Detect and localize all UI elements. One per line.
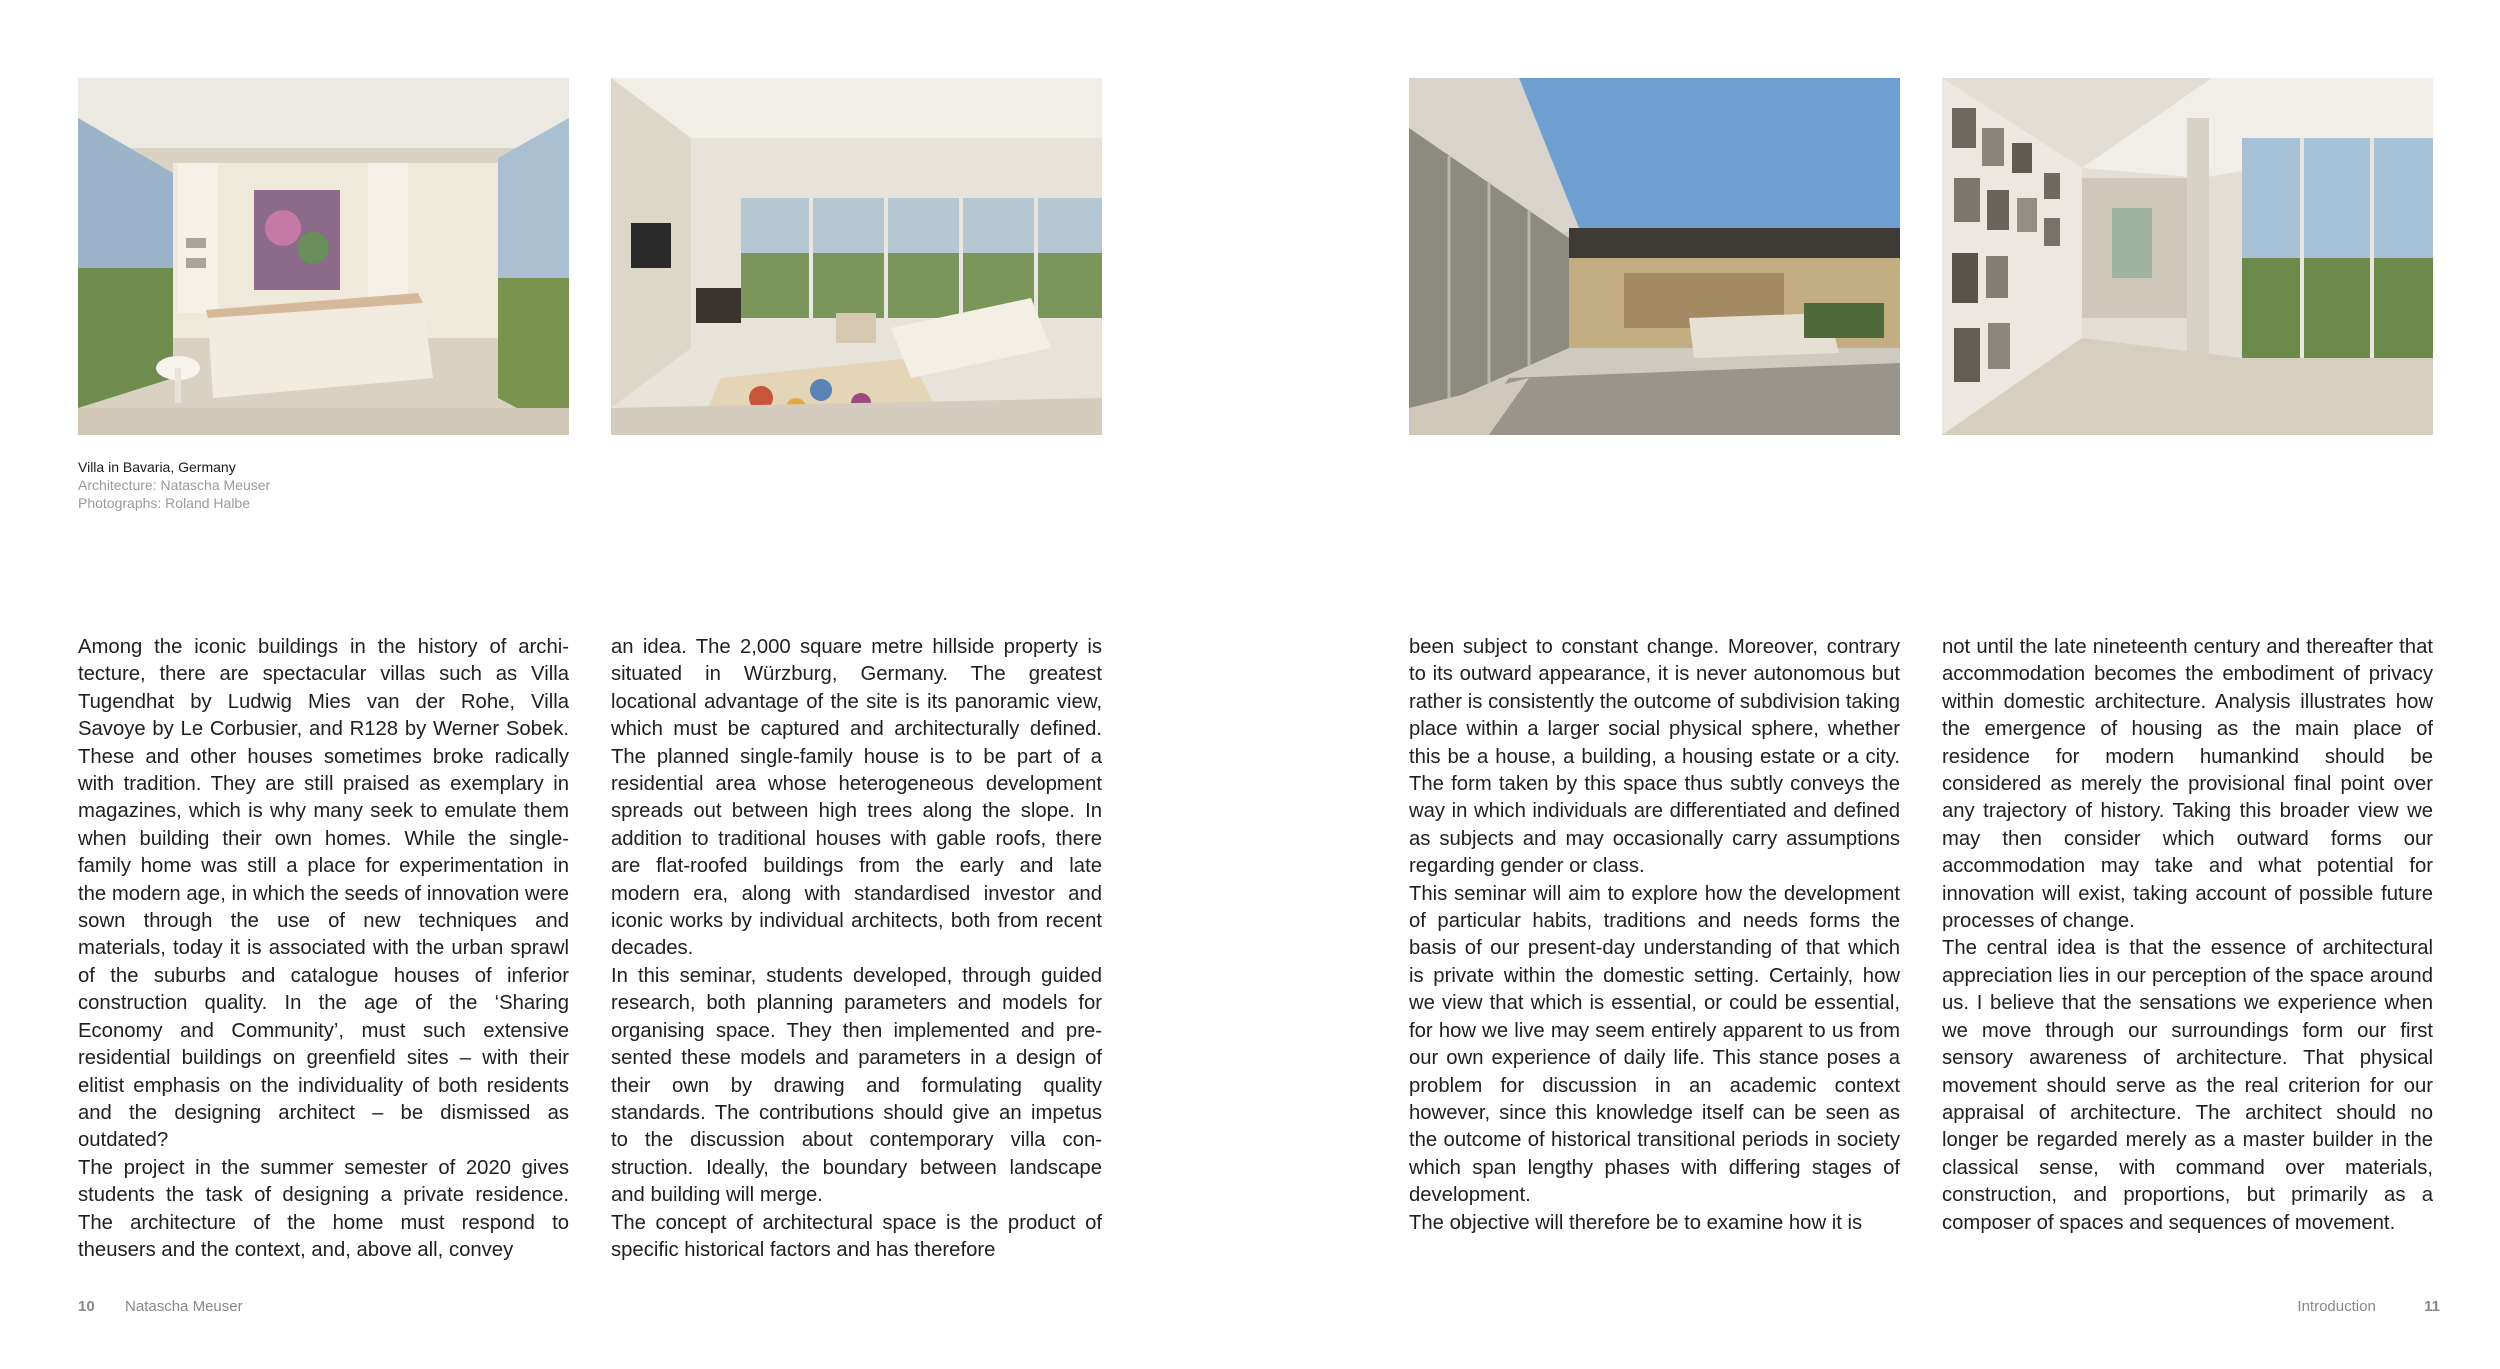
paragraph: This seminar will aim to explore how the development of particular habits, traditions and needs forms the basis of our present-day understanding of that which is private within the domestic setting. Certainly, how we view that which is essential, or could be essential, for how we live may seem entirely apparent to us from our own experience of daily life. This stance poses a problem for discussion in an academic context however, since this knowledge itself can be seen as the outcome of historical transitional periods in society which span lengthy phases with differing stages of development. <box>1409 882 1900 1207</box>
paragraph: The project in the summer semester of 2020 gives students the task of designing a private residence. The architecture of the home must respond to theusers and the context, and, above all, convey <box>78 1156 569 1261</box>
paragraph: Among the iconic buildings in the history of architecture, there are spectacular villas such as Villa Tugendhat by Ludwig Mies van der Rohe, Villa Savoye by Le Corbusier, and R128 by Werner Sobek. These and other houses sometimes broke radically with tradition. They are still praised as exemplary in magazines, which is why many seek to emulate them when building their own homes. While the single-family home was still a place for experimentation in the modern age, in which the seeds of innovation were sown through the use of new techniques and materials, today it is associated with the urban sprawl of the suburbs and catalogue houses of inferior construction quality. In the age of the ‘Sharing Economy and Community’, must such extensive residential buildings on greenfield sites – with their elitist emphasis on the individuality of both residents and the designing architect – be dismissed as outdated? <box>78 636 569 1152</box>
folio-right <box>2297 1297 2440 1317</box>
paragraph: The central idea is that the essence of architectural appreciation lies in our perception of the space around us. I believe that the sensations we experience when we move through our surroundings form our first sensory awareness of architecture. That physical movement should serve as the real criterion for our appraisal of architecture. The architect should no longer be regarded merely as a master builder in the classical sense, with command over materials, construction, and proportions, but primarily as a composer of spaces and sequences of movement. <box>1942 937 2433 1234</box>
paragraph: an idea. The 2,000 square metre hillside property is situated in Würzburg, Germany. The greatest locational advantage of the site is its panoramic view, which must be captured and architecturally defined. The planned single-family house is to be part of a residential area whose heterogeneous development spreads out between high trees along the slope. In addition to traditional houses with gable roofs, there are flat-roofed buildings from the early and late modern era, along with standardised investor and iconic works by individual architects, both from recent decades. <box>611 636 1102 960</box>
caption-title: Villa in Bavaria, Germany <box>78 459 236 475</box>
running-section: Introduction <box>2297 1298 2376 1315</box>
folio-left <box>78 1297 243 1317</box>
text-column-4 <box>1942 634 2433 1237</box>
paragraph: not until the late nineteenth century and thereafter that accommodation becomes the embodiment of privacy within domestic architecture. Analysis illustrates how the emergence of housing as the main place of residence for modern humankind should be considered as merely the provisional final point over any trajectory of history. Taking this broader view we may then consider which outward forms our accommodation may take and what potential for innovation will exist, taking account of possible future processes of change. <box>1942 636 2433 933</box>
paragraph: The concept of architectural space is the product of specific historical factors and has therefore <box>611 1211 1102 1261</box>
page-number-left: 10 <box>78 1298 95 1315</box>
text-column-2 <box>611 634 1102 1264</box>
photo-kitchen-interior <box>78 78 569 435</box>
paragraph: The objective will therefore be to examine how it is <box>1409 1211 1863 1234</box>
photo-caption <box>78 458 270 512</box>
paragraph: In this seminar, students developed, through guided research, both planning parameters and models for organising space. They then implemented and presented these models and parameters in a design of their own by drawing and formulating quality standards. The contributions should give an impetus to the discussion about contemporary villa construction. Ideally, the boundary between landscape and building will merge. <box>611 964 1102 1207</box>
photo-living-room <box>611 78 1102 435</box>
caption-architecture: Architecture: Natascha Meuser <box>78 477 271 493</box>
page-number-right: 11 <box>2424 1298 2440 1315</box>
caption-photographs: Photographs: Roland Halbe <box>78 495 251 511</box>
running-author: Natascha Meuser <box>125 1298 243 1315</box>
photo-gallery-corridor <box>1942 78 2433 435</box>
photo-courtyard <box>1409 78 1900 435</box>
text-column-1 <box>78 634 569 1264</box>
text-column-3 <box>1409 634 1900 1237</box>
paragraph: been subject to constant change. Moreover, contrary to its outward appearance, it is never autonomous but rather is consistently the outcome of subdivision taking place within a larger social physical sphere, whether this be a house, a building, a housing estate or a city. The form taken by this space thus subtly conveys the way in which individuals are differentiated and defined as subjects and may occasionally carry assumptions regarding gender or class. <box>1409 636 1900 878</box>
